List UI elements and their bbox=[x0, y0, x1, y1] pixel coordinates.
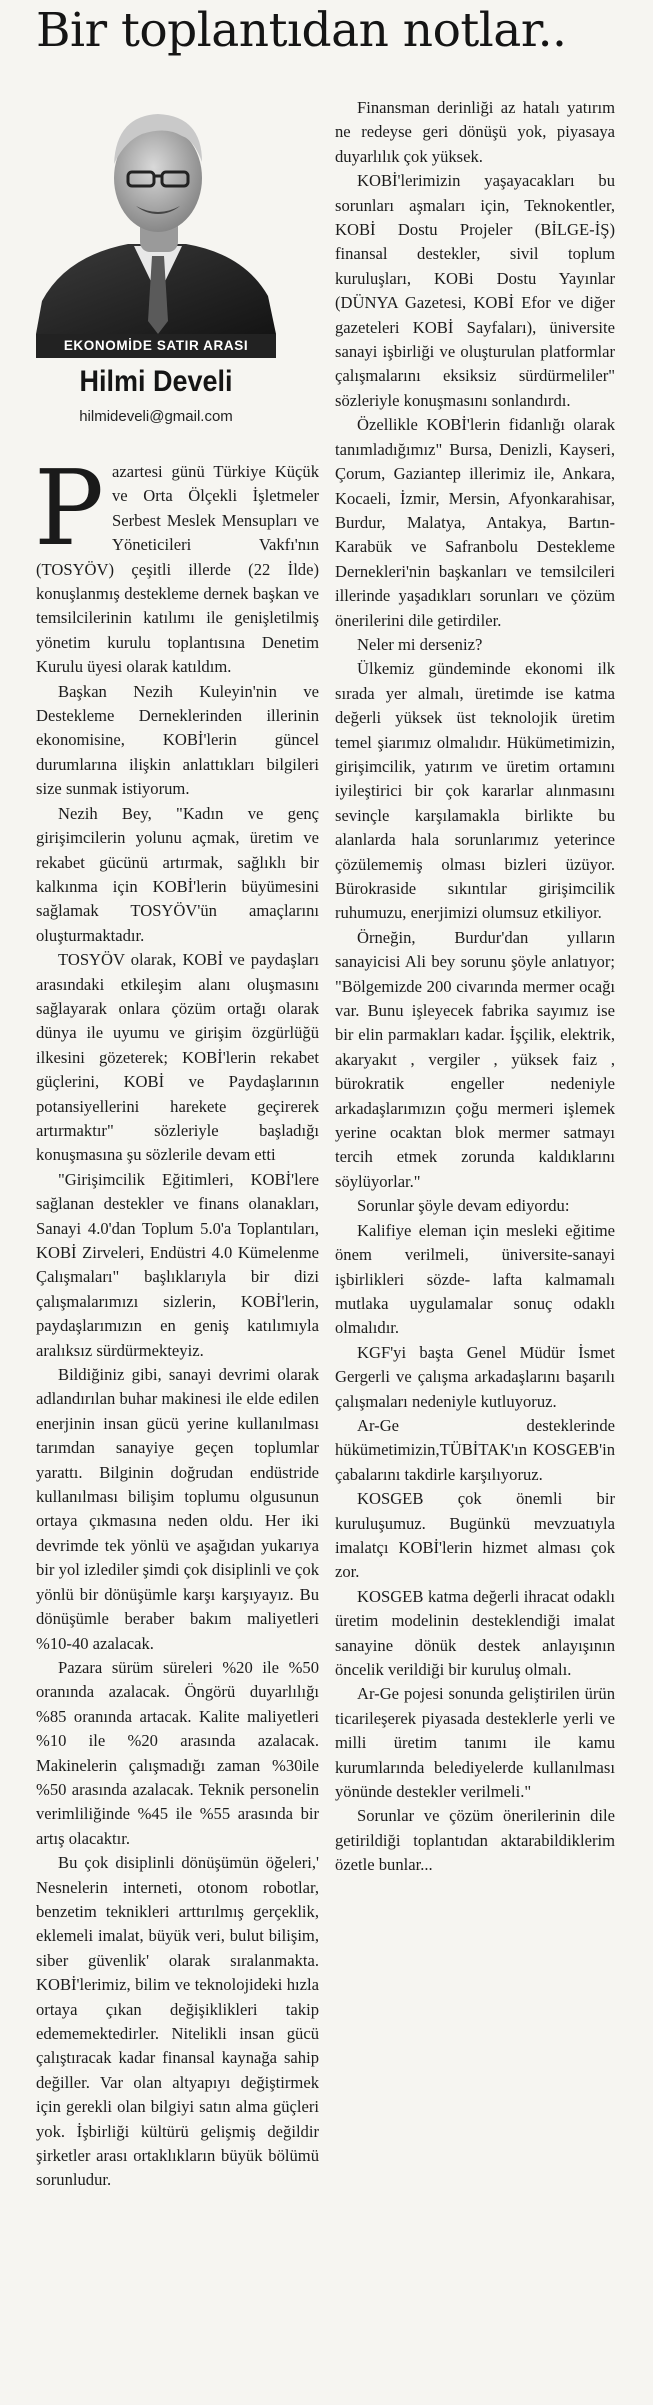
paragraph-3: Nezih Bey, "Kadın ve genç girişimcilerin yolunu açmak, üretim ve rekabet gücünü artırmak, sağlıklı bir kalkınma için KOBİ'lerin büyümesini sağlamak TOSYÖV'ün amaçlarını oluşturmaktadır. bbox=[36, 803, 319, 945]
article-body-column-2 bbox=[335, 96, 615, 1878]
author-email[interactable]: hilmideveli@gmail.com bbox=[79, 408, 233, 425]
paragraph-11: Özellikle KOBİ'lerin fidanlığı olarak tanımladığımız" Bursa, Denizli, Kayseri, Çorum, Gaziantep illerimiz ile, Ankara, Kocaeli, İzmir, Mersin, Afyonkarahisar, Burdur, Malatya, Antakya, Bartın-Karabük ve Safranbolu Destekleme Dernekleri'nin başkanları ve temsilcileri illerinde yaşadıkları sorunları ve çözüm önerilerini dile getirdiler. bbox=[335, 415, 615, 630]
drop-cap: P bbox=[34, 447, 104, 569]
paragraph-13: Ülkemiz gündeminde ekonomi ilk sırada yer almalı, üretimde ise katma değerli yüksek üst teknolojik üretim temel şiarımız olmalıdır. Hükümetimizin, girişimcilik, yatırım ve üretim ortamını iyileştirici bir çok kararlar alınmasını sevinçle karşılamakla birlikte bu alanlarda hala sorunlarımız yeterince çözülememiş olması bizleri üzüyor. Bürokraside sıkıntılar girişimcilik ruhumuzu, enerjimizi olumsuz etkiliyor. bbox=[335, 659, 615, 923]
paragraph-7: Pazara sürüm süreleri %20 ile %50 oranında azalacak. Öngörü duyarlılığı %85 oranında artacak. Kalite maliyetleri %10 ile %20 arasında azalacak. Makinelerin çalışmadığı zaman %30ile %50 arasında azalacak. Teknik personelin verimliliğinde %45 ile %55 arasında bir artış olacaktır. bbox=[36, 1657, 319, 1848]
paragraph-9: Finansman derinliği az hatalı yatırım ne redeyse geri dönüşü yok, piyasaya duyarlılık çok yüksek. bbox=[335, 98, 615, 166]
article-body-column-1 bbox=[34, 447, 319, 2193]
paragraph-18: Ar-Ge desteklerinde hükümetimizin,TÜBİTAK'ın KOSGEB'in çabalarını takdirle karşılıyoruz. bbox=[335, 1415, 615, 1484]
paragraph-14: Örneğin, Burdur'dan yılların sanayicisi Ali bey sorunu şöyle anlatıyor; "Bölgemizde 200 civarında mermer ocağı var. Bunu işleyecek fabrika sayımız ise bir elin parmakları kadar. İşçilik, elektrik, akaryakıt , vergiler , yüksek faiz , bürokratik engeller nedeniyle arkadaşlarımızın çoğu mermeri işlemek yerine ocaktan blok mermer satmayı tercih etmek zorunda kaldıklarını söylüyorlar." bbox=[335, 927, 615, 1191]
paragraph-6: Bildiğiniz gibi, sanayi devrimi olarak adlandırılan buhar makinesi ile elde edilen enerjinin insan gücü yerine kullanılması tarımdan sanayiye geçen toplumlar yarattı. Bilginin doğrudan endüstride kullanılması bilişim toplumu olgusunun ortaya çıkmasına neden oldu. Her iki devrimde tek yönlü ve aşağıdan yukarıya bir yol izlediler şimdi çok disiplinli ve çok yönlü bir dönüşümle karşı karşıyayız. Bu dönüşümle beraber bakım maliyetleri %10-40 azalacak. bbox=[36, 1365, 319, 1653]
column-kicker: EKONOMİDE SATIR ARASI bbox=[36, 334, 276, 358]
article-headline: Bir toplantıdan notlar.. bbox=[36, 3, 567, 58]
paragraph-5: "Girişimcilik Eğitimleri, KOBİ'lere sağlanan destekler ve finans olanakları, Sanayi 4.0'dan Toplum 5.0'a Toplantıları, KOBİ Zirveleri, Endüstri 4.0 Kümelenme Çalışmaları" başlıklarıyla bir dizi çalışmalarımızı sizlerin, KOBİ'lerin, paydaşlarımızın en geniş katılımıyla aralıksız sürdürmekteyiz. bbox=[36, 1169, 319, 1360]
paragraph-22: Sorunlar ve çözüm önerilerinin dile getirildiği toplantıdan aktarabildiklerim özetle bunlar... bbox=[335, 1806, 615, 1875]
paragraph-21: Ar-Ge pojesi sonunda geliştirilen ürün ticarileşerek piyasada desteklerle yerli ve milli üretim tanımı ile kamu kurumlarında belediyelerde kullanılması yönünde destekler verilmeli." bbox=[335, 1684, 615, 1802]
paragraph-12: Neler mi derseniz? bbox=[357, 634, 483, 654]
paragraph-17: KGF'yi başta Genel Müdür İsmet Gergerli ve çalışma arkadaşlarını başarılı çalışmaları nedeniyle kutluyoruz. bbox=[335, 1342, 615, 1411]
author-photo bbox=[36, 96, 276, 334]
paragraph-4: TOSYÖV olarak, KOBİ ve paydaşları arasındaki etkileşim alanı oluşmasını sağlayarak onlara çözüm ortağı olarak dünya ile uyumu ve girişim özgürlüğü ilkesini gözeterek; KOBİ'lerin rekabet güçlerini, KOBİ ve Paydaşlarının potansiyellerini harekete geçirerek artırmaktır" sözleriyle başladığı konuşmasına şu sözlerile devam etti bbox=[36, 950, 319, 1165]
paragraph-1-text: azartesi günü Türkiye Küçük ve Orta Ölçekli İşletmeler Serbest Meslek Mensupları ve Yöneticileri Vakfı'nın (TOSYÖV) çeşitli illerde (22 İlde) konuşlanmış destekleme dernek başkan ve temsilcilerinin katılımı ile genişletilmiş yönetim kurulu toplantısına Denetim Kurulu üyesi olarak katıldım. bbox=[36, 462, 319, 677]
author-name: Hilmi Develi bbox=[79, 365, 233, 398]
paragraph-1 bbox=[34, 447, 319, 680]
paragraph-16: Kalifiye eleman için mesleki eğitime önem verilmeli, üniversite-sanayi işbirlikleri sözde- lafta kalmamalı mutlaka uygulamalar sonuç odaklı olmalıdır. bbox=[335, 1220, 615, 1338]
paragraph-10: KOBİ'lerimizin yaşayacakları bu sorunları aşmaları için, Teknokentler, KOBİ Dostu Projeler (BİLGE-İŞ) finansal destekler, sivil toplum kuruluşları, KOBi Dostu Yayınlar (DÜNYA Gazetesi, KOBİ Efor ve diğer gazeteleri KOBİ Sayfaları), üniversite sanayi işbirliği ve oluşturulan platformlar çalışmalarını eksiksiz sürdürmeliler" sözleriyle konuşmasını sonlandırdı. bbox=[335, 171, 615, 410]
paragraph-8: Bu çok disiplinli dönüşümün öğeleri,' Nesnelerin interneti, otonom robotlar, benzetim teknikleri arttırılmış gerçeklik, eklemeli imalat, büyük veri, bulut bilişim, siber güvenlik' olarak sıralanmakta. KOBİ'lerimiz, bilim ve teknolojideki hızla ortaya çıkan değişiklikleri takip edememektedirler. Nitelikli insan gücü çalıştıracak kadar finansal kaynağa sahip değiller. Var olan altyapıyı değiştirmek için gerekli olan bilgiyi satın alma güçleri yok. İşbirliği kültürü gelişmiş değildir şirketler arası ortaklıkların büyük bölümü sorunludur. bbox=[36, 1853, 319, 2190]
paragraph-20: KOSGEB katma değerli ihracat odaklı üretim modelinin desteklendiği imalat sanayine dönük destek anlayışının öncelik verildiği bir kuruluş olmalı. bbox=[335, 1586, 615, 1679]
paragraph-2: Başkan Nezih Kuleyin'nin ve Destekleme Derneklerinden illerinin ekonomisine, KOBİ'lerin güncel durumlarına ilişkin anlattıkları bilgileri size sunmak istiyorum. bbox=[36, 681, 319, 799]
paragraph-15: Sorunlar şöyle devam ediyordu: bbox=[357, 1196, 570, 1216]
paragraph-19: KOSGEB çok önemli bir kuruluşumuz. Bugünkü mevzuatıyla imalatçı KOBİ'lerin hizmet alması çok zor. bbox=[335, 1489, 615, 1582]
